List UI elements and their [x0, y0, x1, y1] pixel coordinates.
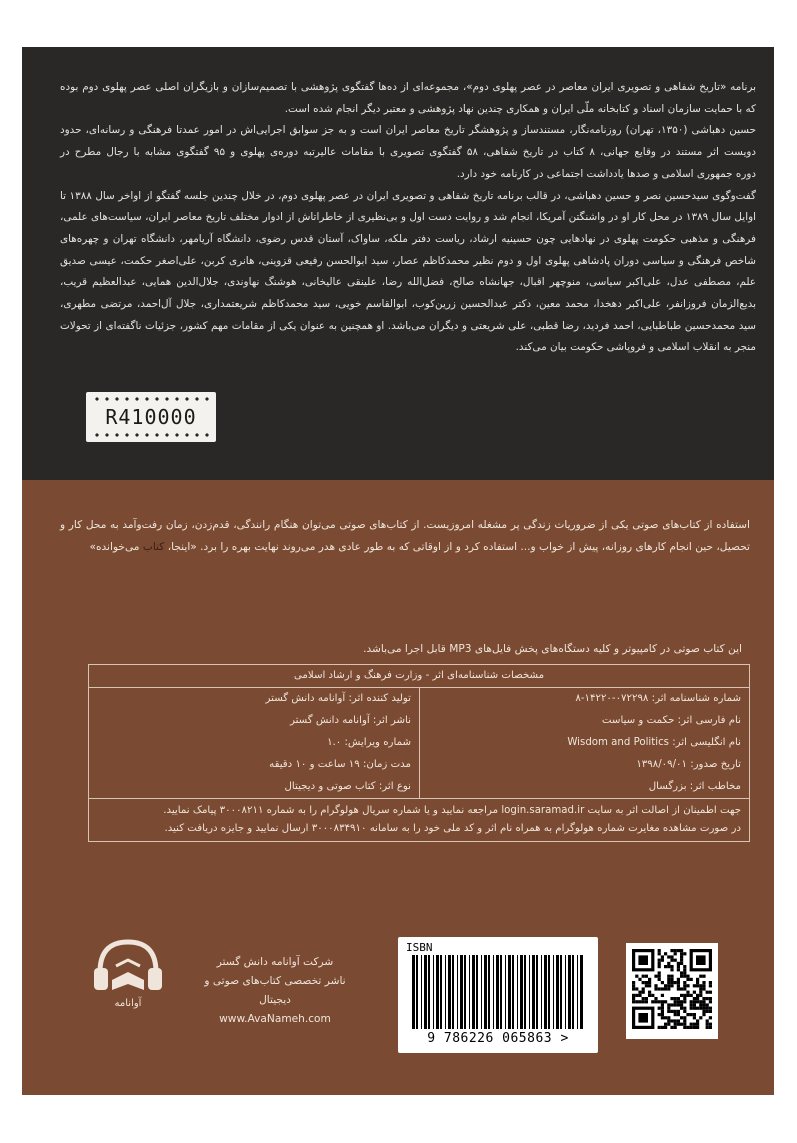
specs-cell: شماره شناسنامه اثر: ۰۷۲۲۹۸-۱۴۲۲۰-۸ — [419, 688, 749, 710]
intro-paragraph-interview: گفت‌وگوی سیدحسین نصر و حسین دهباشی، در قالب برنامه تاریخ شفاهی و تصویری ایران در عصر پهلوی دوم، در خلال چندین جلسه گفتگو از اواخر سال ۱۳۸۸ تا اوایل سال ۱۳۸۹ در محل کار او در واشنگتن آمریکا، انجام شد و روایت دست اول و بی‌نظیری از خاطراتاش از ادوار مختلف تاریخ معاصر ایران، سیاست‌های علمی، فرهنگی و مذهبی حکومت پهلوی در نهادهایی چون حسینیه ارشاد، ریاست دفتر ملکه، ساواک، آستان قدس رضوی، دانشگاه آریامهر، دانشگاه تهران و چهره‌های شاخص فرهنگی و سیاسی دوران پادشاهی پهلوی اول و دوم نظیر محمدکاظم عصار، سید ابوالحسن رفیعی قزوینی، هانری کربن، علی‌اصغر حکمت، عیسی صدیق علم، مصطفی عدل، علی‌اکبر سیاسی، منوچهر اقبال، جهانشاه صالح، فضل‌الله رضا، علینقی عالیخانی، هوشنگ نهاوندی، جلال‌الدین همایی، عبدالعظیم قریب، بدیع‌الزمان فروزانفر، علی‌اکبر دهخدا، محمد معین، دکتر عبدالحسین زرین‌کوب، ابوالقاسم خویی، سید محمدکاظم شریعتمداری، جلال آل‌احمد، مرتضی مطهری، سید محمدحسین طباطبایی، احمد فردید، رضا قطبی، علی شریعتی و دیگران می‌باشد. او همچنین به عنوان یکی از مقامات مهم کشور، جزئیات ناگفته‌ای از تحولات منجر به انقلاب اسلامی و فروپاشی حکومت بیان می‌کند. — [60, 189, 756, 354]
publisher-info — [190, 953, 360, 1029]
qr-code[interactable] — [626, 943, 718, 1039]
isbn-barcode — [398, 937, 598, 1053]
audio-paragraph — [60, 514, 750, 558]
specs-table — [88, 664, 750, 842]
specs-cell: تاریخ صدور: ۱۳۹۸/۰۹/۰۱ — [419, 754, 749, 776]
isbn-label: ISBN — [406, 941, 433, 954]
publisher-website[interactable]: www.AvaNameh.com — [219, 1013, 331, 1025]
specs-row — [89, 776, 749, 798]
hologram-note: در صورت مشاهده مغایرت شماره هولوگرام به همراه نام اثر و کد ملی خود را به سامانه ۳۰۰۰۸۳۴۹۱۰ ارسال نمایید و جایزه دریافت کنید. — [164, 823, 741, 834]
headphones-book-icon — [88, 932, 168, 996]
price-sticker — [86, 392, 216, 442]
specs-cell: شماره ویرایش: ۱.۰ — [327, 737, 411, 748]
mp3-compatibility-note: این کتاب صوتی در کامپیوتر و کلیه دستگاه‌های پخش فایل‌های MP3 قابل اجرا می‌باشد. — [363, 643, 742, 655]
specs-cell: نام فارسی اثر: حکمت و سیاست — [419, 710, 749, 732]
sticker-perforation-top — [92, 396, 210, 402]
publisher-logo — [88, 932, 168, 1012]
audio-book-description — [60, 514, 750, 558]
price-label: R410000 — [105, 405, 197, 429]
qr-code-pattern — [632, 949, 712, 1033]
barcode-bars — [410, 955, 586, 1029]
publisher-tagline: ناشر تخصصی کتاب‌های صوتی و دیجیتال — [204, 975, 346, 1006]
audio-text-before: استفاده از کتاب‌های صوتی یکی از ضروریات زندگی پر مشغله امروزیست. از کتاب‌های صوتی می‌توان هنگام رانندگی، قدم‌زدن، زمان رفت‌وآمد به محل کار و تحصیل، حین انجام کارهای روزانه، پیش از خواب و... استفاده کرد و از اوقاتی که به طور عادی هدر می‌روند نهایت بهره را برد. «اینجا، — [60, 519, 750, 553]
specs-row — [89, 754, 749, 776]
audio-text-highlight: کتاب — [142, 541, 165, 553]
book-back-cover — [22, 47, 774, 1095]
audio-text-after: می‌خوانده» — [89, 541, 140, 553]
specs-header: مشخصات شناسنامه‌ای اثر - وزارت فرهنگ و ارشاد اسلامی — [89, 665, 749, 688]
isbn-digits: 9 786226 065863 > — [427, 1031, 569, 1046]
intro-text — [60, 77, 756, 359]
intro-paragraph-program: برنامه «تاریخ شفاهی و تصویری ایران معاصر در عصر پهلوی دوم»، مجموعه‌ای از ده‌ها گفتگوی پژوهشی با تصمیم‌سازان و بازیگران اصلی عصر پهلوی دوم بوده که با حمایت سازمان اسناد و کتابخانه ملّی ایران و همکاری چندین نهاد پژوهشی و معتبر دیگر انجام شده است. — [60, 81, 756, 115]
specs-cell: نام انگلیسی اثر: Wisdom and Politics — [419, 732, 749, 754]
specs-cell: تولید کننده اثر: آوانامه دانش گستر — [265, 693, 411, 704]
specs-cell: مدت زمان: ۱۹ ساعت و ۱۰ دقیقه — [269, 759, 411, 770]
specs-footer — [89, 798, 749, 841]
specs-cell: نوع اثر: کتاب صوتی و دیجیتال — [284, 781, 411, 792]
intro-paragraph-author: حسین دهباشی (۱۳۵۰، تهران) روزنامه‌نگار، مستندساز و پژوهشگر تاریخ معاصر ایران است و به جز سوابق اجرایی‌اش در امور عمدتا فرهنگی و رسانه‌ای، حدود دویست اثر مستند در وقایع جهانی، ۸ کتاب در تاریخ شفاهی، ۵۸ گفتگوی تصویری با مقامات عالیرتبه دوره‌ی پهلوی و ۹۵ گفتگوی مشابه با رجال مطرح در دوره جمهوری اسلامی و صدها یادداشت اجتماعی در کارنامه خود دارد. — [60, 124, 756, 180]
specs-row — [89, 688, 749, 710]
specs-row — [89, 732, 749, 754]
logo-text: آوانامه — [114, 998, 142, 1009]
specs-cell: ناشر اثر: آوانامه دانش گستر — [289, 715, 411, 726]
publisher-name: شرکت آوانامه دانش گستر — [216, 956, 334, 968]
sticker-perforation-bottom — [92, 432, 210, 438]
authenticity-note: جهت اطمینان از اصالت اثر به سایت login.saramad.ir مراجعه نمایید و یا شماره سریال هولوگرام را به شماره ۳۰۰۰۸۲۱۱ پیامک نمایید. — [163, 805, 741, 816]
specs-row — [89, 710, 749, 732]
dark-top-panel — [22, 47, 774, 480]
specs-cell: مخاطب اثر: بزرگسال — [419, 776, 749, 798]
